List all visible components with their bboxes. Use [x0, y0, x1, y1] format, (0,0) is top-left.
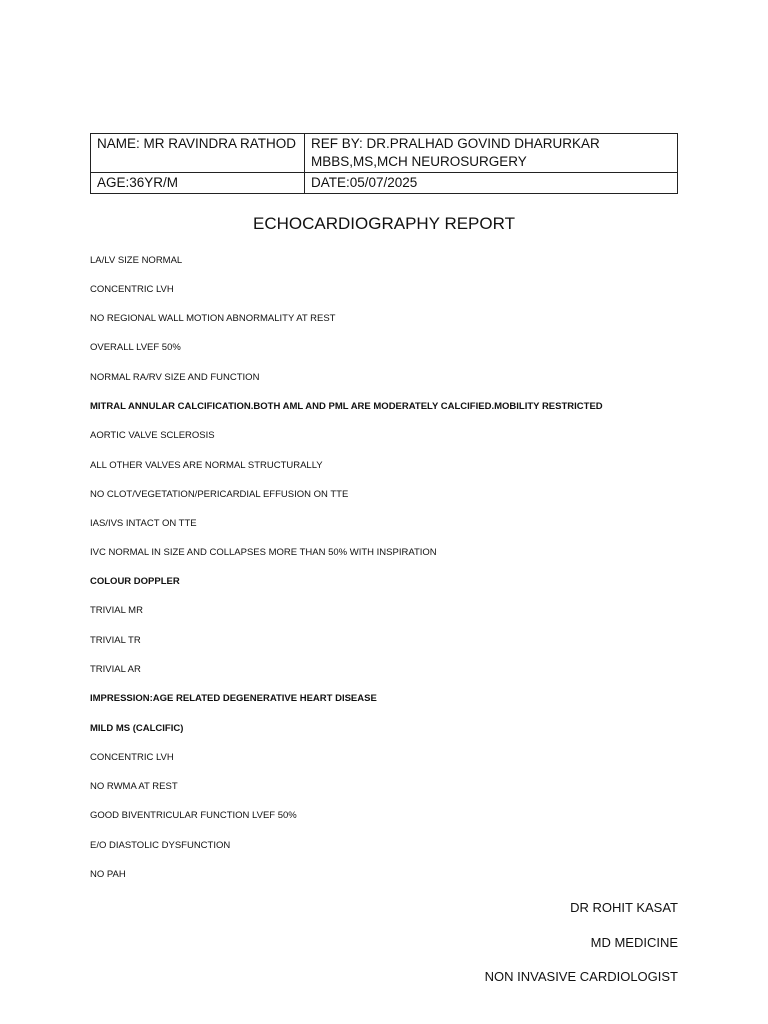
patient-info-table	[90, 133, 678, 194]
patient-info-row	[91, 134, 678, 173]
patient-age: AGE:36YR/M	[91, 173, 305, 194]
signature-degree: MD MEDICINE	[590, 935, 678, 950]
finding-line: AORTIC VALVE SCLEROSIS	[90, 430, 215, 441]
referring-doctor: REF BY: DR.PRALHAD GOVIND DHARURKAR	[311, 136, 600, 151]
finding-line: OVERALL LVEF 50%	[90, 342, 181, 353]
finding-line: ALL OTHER VALVES ARE NORMAL STRUCTURALLY	[90, 460, 323, 471]
finding-line-bold: MITRAL ANNULAR CALCIFICATION.BOTH AML AND PML ARE MODERATELY CALCIFIED.MOBILITY RESTRICTED	[90, 401, 603, 412]
patient-info-row	[91, 173, 678, 194]
finding-line: NO REGIONAL WALL MOTION ABNORMALITY AT REST	[90, 313, 336, 324]
section-heading-colour-doppler: COLOUR DOPPLER	[90, 576, 180, 587]
report-title: ECHOCARDIOGRAPHY REPORT	[253, 214, 515, 233]
finding-line: IAS/IVS INTACT ON TTE	[90, 518, 197, 529]
finding-line: CONCENTRIC LVH	[90, 752, 174, 763]
finding-line-bold: MILD MS (CALCIFIC)	[90, 723, 184, 734]
finding-line: IVC NORMAL IN SIZE AND COLLAPSES MORE THAN 50% WITH INSPIRATION	[90, 547, 437, 558]
finding-line: TRIVIAL AR	[90, 664, 141, 675]
finding-line: NORMAL RA/RV SIZE AND FUNCTION	[90, 372, 260, 383]
finding-line: E/O DIASTOLIC DYSFUNCTION	[90, 840, 231, 851]
signature-name: DR ROHIT KASAT	[570, 900, 678, 915]
finding-line: TRIVIAL MR	[90, 605, 143, 616]
finding-line: NO CLOT/VEGETATION/PERICARDIAL EFFUSION ON TTE	[90, 489, 349, 500]
signature-role: NON INVASIVE CARDIOLOGIST	[484, 969, 678, 984]
report-date: DATE:05/07/2025	[305, 173, 678, 194]
finding-line: CONCENTRIC LVH	[90, 284, 174, 295]
finding-line: NO PAH	[90, 869, 126, 880]
finding-line: TRIVIAL TR	[90, 635, 141, 646]
referring-doctor-qualification: MBBS,MS,MCH NEUROSURGERY	[311, 154, 527, 169]
finding-line: NO RWMA AT REST	[90, 781, 178, 792]
finding-line: GOOD BIVENTRICULAR FUNCTION LVEF 50%	[90, 810, 297, 821]
finding-line: LA/LV SIZE NORMAL	[90, 255, 183, 266]
referral-cell	[305, 134, 678, 173]
impression-heading: IMPRESSION:AGE RELATED DEGENERATIVE HEART DISEASE	[90, 693, 377, 704]
patient-name: NAME: MR RAVINDRA RATHOD	[91, 134, 305, 173]
